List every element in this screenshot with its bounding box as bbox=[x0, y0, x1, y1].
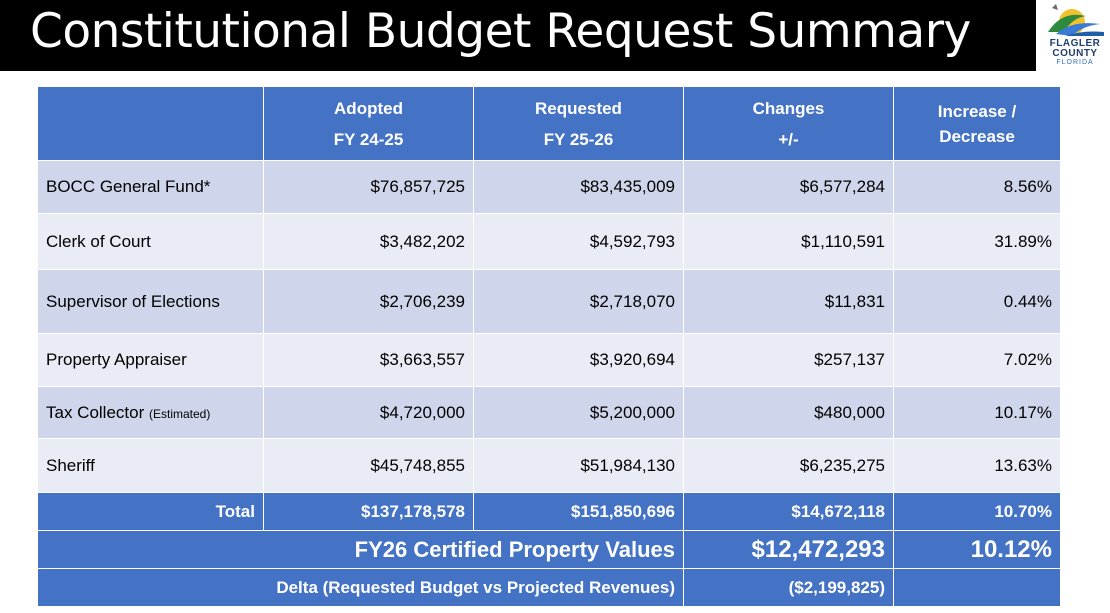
certified-label: FY26 Certified Property Values bbox=[38, 531, 684, 569]
row-pct: 7.02% bbox=[894, 334, 1061, 387]
certified-value: $12,472,293 bbox=[684, 531, 894, 569]
row-change: $480,000 bbox=[684, 387, 894, 439]
row-pct: 31.89% bbox=[894, 214, 1061, 270]
row-requested: $51,984,130 bbox=[474, 439, 684, 493]
column-header-label bbox=[38, 87, 264, 161]
table-row bbox=[38, 334, 1061, 387]
budget-summary-table bbox=[37, 86, 1061, 607]
total-change: $14,672,118 bbox=[684, 493, 894, 531]
table-header-row bbox=[38, 87, 1061, 161]
delta-empty-cell bbox=[894, 569, 1061, 607]
table-row bbox=[38, 387, 1061, 439]
row-requested: $83,435,009 bbox=[474, 161, 684, 214]
row-requested: $5,200,000 bbox=[474, 387, 684, 439]
logo-emblem-icon bbox=[1042, 2, 1108, 40]
flagler-county-logo bbox=[1042, 2, 1108, 70]
row-adopted: $2,706,239 bbox=[264, 270, 474, 334]
row-pct: 0.44% bbox=[894, 270, 1061, 334]
total-adopted: $137,178,578 bbox=[264, 493, 474, 531]
row-name: Clerk of Court bbox=[38, 214, 264, 270]
title-bar bbox=[0, 0, 1036, 71]
total-pct: 10.70% bbox=[894, 493, 1061, 531]
logo-text-line1: FLAGLER bbox=[1049, 38, 1101, 49]
column-header-changes: Changes +/- bbox=[684, 87, 894, 161]
logo-text-line2: COUNTY bbox=[1052, 48, 1098, 59]
page-title: Constitutional Budget Request Summary bbox=[30, 4, 971, 59]
delta-value: ($2,199,825) bbox=[684, 569, 894, 607]
row-requested: $2,718,070 bbox=[474, 270, 684, 334]
logo-text-line3: FLORIDA bbox=[1056, 59, 1094, 66]
table-row bbox=[38, 214, 1061, 270]
table-row bbox=[38, 161, 1061, 214]
row-change: $257,137 bbox=[684, 334, 894, 387]
certified-values-row bbox=[38, 531, 1061, 569]
row-pct: 8.56% bbox=[894, 161, 1061, 214]
certified-pct: 10.12% bbox=[894, 531, 1061, 569]
column-header-increase-decrease: Increase / Decrease bbox=[894, 87, 1061, 161]
table-row bbox=[38, 270, 1061, 334]
row-requested: $3,920,694 bbox=[474, 334, 684, 387]
row-requested: $4,592,793 bbox=[474, 214, 684, 270]
row-adopted: $45,748,855 bbox=[264, 439, 474, 493]
total-requested: $151,850,696 bbox=[474, 493, 684, 531]
column-header-adopted: Adopted FY 24-25 bbox=[264, 87, 474, 161]
row-change: $6,235,275 bbox=[684, 439, 894, 493]
row-pct: 10.17% bbox=[894, 387, 1061, 439]
row-name: BOCC General Fund* bbox=[38, 161, 264, 214]
row-adopted: $3,482,202 bbox=[264, 214, 474, 270]
total-row bbox=[38, 493, 1061, 531]
row-note: (Estimated) bbox=[149, 406, 211, 421]
table-row bbox=[38, 439, 1061, 493]
row-change: $6,577,284 bbox=[684, 161, 894, 214]
column-header-requested: Requested FY 25-26 bbox=[474, 87, 684, 161]
row-name: Sheriff bbox=[38, 439, 264, 493]
row-adopted: $4,720,000 bbox=[264, 387, 474, 439]
row-name: Supervisor of Elections bbox=[38, 270, 264, 334]
row-name: Property Appraiser bbox=[38, 334, 264, 387]
row-adopted: $3,663,557 bbox=[264, 334, 474, 387]
row-adopted: $76,857,725 bbox=[264, 161, 474, 214]
delta-row bbox=[38, 569, 1061, 607]
delta-label: Delta (Requested Budget vs Projected Revenues) bbox=[38, 569, 684, 607]
row-change: $11,831 bbox=[684, 270, 894, 334]
total-label: Total bbox=[38, 493, 264, 531]
row-pct: 13.63% bbox=[894, 439, 1061, 493]
row-change: $1,110,591 bbox=[684, 214, 894, 270]
row-name: Tax Collector (Estimated) bbox=[38, 387, 264, 439]
